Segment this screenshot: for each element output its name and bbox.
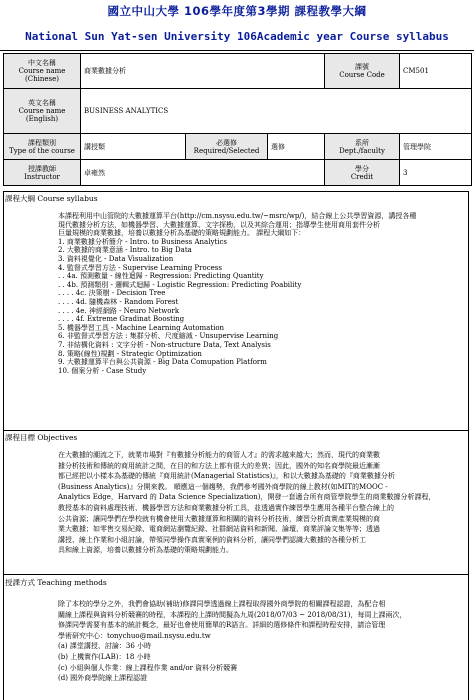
teaching-methods-body [58,599,463,684]
syllabus-item: . . . . 4f. Extreme Gradinat Boosting [58,315,185,324]
syllabus-item: . . 4a. 預測數量 - 線性迴歸 - Regression: Predicting Quantity [58,272,264,281]
syllabus-item: 10. 個案分析 - Case Study [58,366,147,375]
syllabus-item: 6. 非監督式學習方法 : 集群分析、尺度縮減 - Unsupervise Learning [58,332,279,341]
course-type-label: 課程類別 Type of the course [4,134,81,160]
objectives-line: 都已經把以小樣本為基礎的傳統『商用統計(Managerial Statistics)』，和以大數據為基礎的『商業數據分析 [58,472,395,481]
page-title-english: National Sun Yat-sen University 106Academic year Course syllabus [25,30,449,43]
course-info-table [3,53,472,186]
objectives-line: 具和線上資源，培養以數據分析為基礎的策略規劃能力。 [58,546,233,555]
syllabus-body [58,212,463,375]
teaching-line: (a) 課堂講授、討論：36 小時 [58,642,151,651]
objectives-line: 教授基本的資料處理技術、機器學習方法和商業數據分析工具，並透過實作練習學生應用各種平台整合線上的 [58,503,394,512]
objectives-line: (Business Analytics)』分開來教。 順應這一個趨勢，我們參考國外商學院的線上教材(如MIT的MOOC - [58,482,388,491]
teaching-line: 修課同學需要有基本的統計概念，最好也會使用簡單的R語言。詳細的選修條件和課程時程安排，請洽管理 [58,621,386,630]
syllabus-item: . . . . 4d. 隨機森林 - Random Forest [58,297,179,306]
info-row-type [4,134,472,160]
teaching-methods-section-title: 授課方式 Teaching methods [5,578,107,587]
syllabus-item: 8. 策略(線性)規劃 - Strategic Optimization [58,349,202,358]
required-selected: 選修 [268,134,325,160]
english-name-label: 英文名稱 Course name (English) [4,89,81,134]
info-row-english-name [4,89,472,134]
syllabus-item: 3. 資料視覺化 - Data Visualization [58,254,174,263]
teaching-line: (c) 小組與個人作業：線上課程作業 and/or 資料分析競賽 [58,663,238,672]
objectives-body [58,450,463,556]
syllabus-item: . . . . 4e. 神經網路 - Neuro Network [58,306,180,315]
required-selected-label: 必選修 Required/Selected [186,134,268,160]
objectives-line: Analytics Edge，Harvard 的 Data Science Specialization)，開發一套適合所有商管學院學生的商業數據分析課程， [58,493,436,502]
department-label: 系所 Dept./faculty [325,134,400,160]
teaching-line: (b) 上機實作(LAB)：18 小時 [58,652,151,661]
syllabus-section-title: 課程大綱 Course syllabus [5,194,98,203]
syllabus-item: 1. 商業數據分析簡介 - Intro. to Business Analytics [58,237,227,246]
syllabus-item: . . 4b. 預測類別 - 邏輯式迴歸 - Logistic Regression: Predicting Poability [58,280,302,289]
credit-label: 學分 Credit [325,160,400,186]
objectives-line: 據分析技術和傳統的商用統計之間，在目的和方法上都有很大的差異；因此，國外的知名商學院最近漸漸 [58,461,380,470]
syllabus-item: 5. 機器學習工具 - Machine Learning Automation [58,323,225,332]
instructor: 卓雍然 [81,160,325,186]
syllabus-intro-line: 現代數據分析方法，如機器學習、大數據運算、文字探勘，以及其綜合運用；指導學生使用商用套件分析 [58,220,380,229]
syllabus-item: . . . . 4c. 決策樹 - Decision Tree [58,289,166,298]
department: 管理學院 [400,134,472,160]
objectives-line: 公共資源；讓同學們在學校就有機會使用大數據運算和相關的資料分析技術，練習分析真實產業規模的商 [58,514,380,523]
teaching-line: 除了本校的學分之外，我們會協助(補助)修課同學透過線上課程取得國外商學院的相關課程認證，為配合相 [58,600,386,608]
info-row-course-name [4,54,472,89]
syllabus-item: 4. 監督式學習方法 - Supervise Learning Process [58,263,222,272]
course-code: CM501 [400,54,472,89]
info-row-instructor [4,160,472,186]
teaching-line: (d) 國外商學院線上課程認證 [58,674,148,683]
course-name-english: BUSINESS ANALYTICS [81,89,472,134]
course-name-label: 中文名稱 Course name (Chinese) [4,54,81,89]
syllabus-intro-line: 本課程利用中山管院的大數據運算平台(http://cm.nsysu.edu.tw/~msrc/wp/)，結合線上公共學習資源，講授各種 [58,212,417,220]
teaching-line: 學術研究中心：tonychuo@mail.nsysu.edu.tw [58,631,211,640]
syllabus-item: 2. 大數據的商業意涵 - Intro. to Big Data [58,246,192,255]
page-title-chinese: 國立中山大學 106學年度第3學期 課程教學大綱 [107,4,367,18]
course-code-label: 課號 Course Code [325,54,400,89]
teaching-line: 關線上課程與資料分析競賽的時程，本課程的上課時間擬為九周(2018/07/03 ~ 2018/08/31)，每周上課兩次， [58,610,407,619]
course-type: 講授類 [81,134,186,160]
objectives-line: 講授、線上作業和小組討論，帶領同學操作真實案例的資料分析，讓同學們認識大數據的各種分析工 [58,535,366,544]
course-name-chinese: 商業數據分析 [81,54,325,89]
instructor-label: 授課教師 Instructor [4,160,81,186]
credit: 3 [400,160,472,186]
syllabus-item: 7. 非結構化資料 : 文字分析 - Non-structure Data, Text Analysis [58,340,271,349]
syllabus-intro-line: 巨量規模的商業數據，培養以數據分析為基礎的策略規劃能力。 課程大綱如下： [58,229,306,238]
syllabus-item: 9. 大數據運算平台與公共資源 - Big Data Comupation Platform [58,358,267,367]
objectives-section-title: 課程目標 Objectives [5,433,78,442]
title-divider [0,50,474,51]
objectives-line: 在大數據的潮流之下，就業市場對『有數據分析能力的商管人才』的需求越來越大；然而，現代的商業數 [58,451,380,459]
objectives-line: 業大數據；如零售交易紀錄、電商網站瀏覽紀錄、社群網站資料和新聞、論壇、商業評論文集等等；透過 [58,525,380,534]
